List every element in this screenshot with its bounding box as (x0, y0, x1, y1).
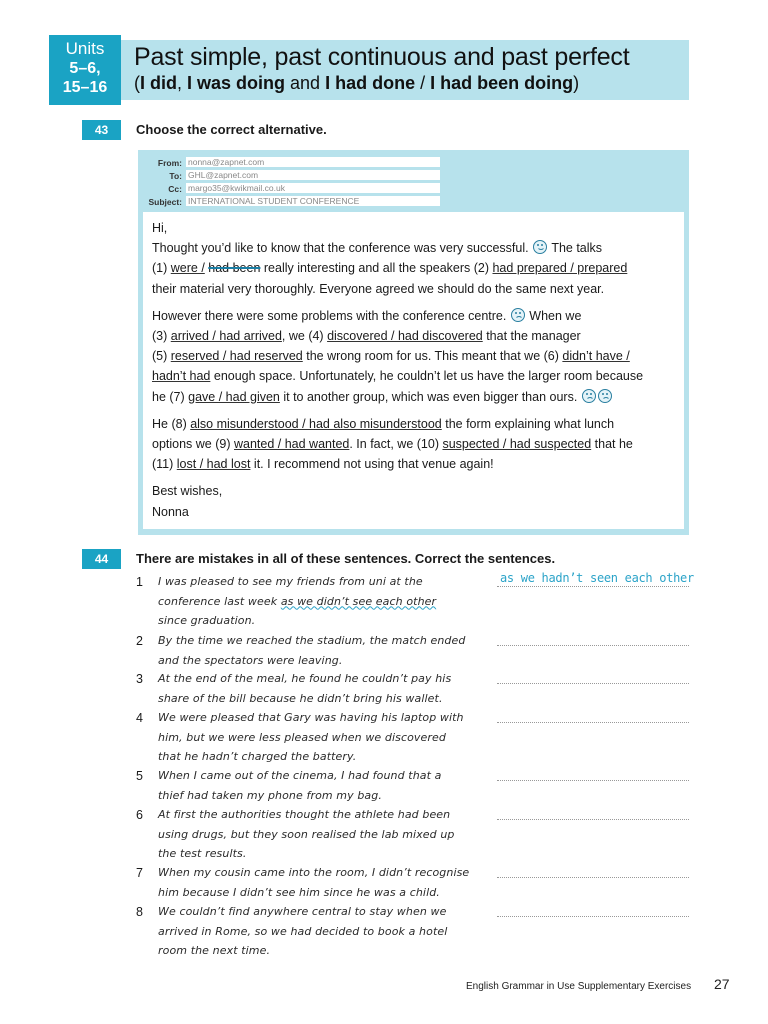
subtitle-form-2: I was doing (187, 73, 286, 93)
example-answer: as we hadn’t seen each other (500, 571, 694, 585)
option-5: reserved / had reserved (170, 349, 303, 364)
sentence-line: room the next time. (158, 944, 271, 957)
subtitle-open: ( (134, 73, 140, 93)
page-title: Past simple, past continuous and past perfect (134, 43, 630, 71)
sentence-line: I was pleased to see my friends from uni at the (158, 575, 423, 588)
units-line1: 5–6, (69, 60, 101, 77)
email-text-run: their material very thoroughly. Everyone agreed we should do the same next year. (152, 281, 605, 296)
sentence-line: When I came out of the cinema, I had found that a (158, 769, 442, 782)
sentence-6-text (158, 805, 478, 864)
exercise-44-number: 44 (82, 549, 121, 569)
option-1a: were / (170, 261, 205, 276)
sentence-line: that he hadn’t charged the battery. (158, 750, 357, 763)
email-from-label: From: (157, 158, 182, 168)
email-text-run: He (8) (152, 416, 191, 431)
email-paragraph (152, 414, 682, 475)
option-4: discovered / had discovered (327, 329, 483, 344)
exercise-44-instruction: There are mistakes in all of these sentences. Correct the sentences. (136, 551, 556, 566)
email-text-run: it to another group, which was even bigger than ours. (279, 389, 578, 404)
email-text-run: options we (9) (152, 437, 234, 452)
sentence-line: We couldn’t find anywhere central to stay when we (158, 905, 447, 918)
sentence-number: 5 (136, 769, 143, 783)
answer-line-2[interactable] (497, 631, 689, 646)
option-6a: didn’t have / (562, 349, 630, 364)
email-to-label: To: (169, 171, 182, 181)
email-signature: Nonna (152, 504, 189, 519)
sentence-number: 4 (136, 711, 143, 725)
sentence-line: conference last week (158, 594, 281, 608)
sentence-line: thief had taken my phone from my bag. (158, 788, 382, 802)
answer-line-6[interactable] (497, 805, 689, 820)
email-closing: Best wishes, (152, 484, 223, 499)
smiley-sad-icon (598, 389, 612, 403)
email-signoff (152, 481, 682, 521)
sentence-number: 7 (136, 866, 143, 880)
email-paragraph (152, 218, 682, 299)
email-text-run: . In fact, we (10) (349, 437, 443, 452)
sentence-line: him, but we were less pleased when we discovered (158, 730, 446, 744)
answer-line-5[interactable] (497, 766, 689, 781)
page-number: 27 (714, 976, 730, 992)
sentence-line: When my cousin came into the room, I didn’t recognise (158, 866, 470, 879)
smiley-happy-icon (533, 240, 547, 254)
subtitle-and: and (285, 73, 326, 93)
option-7: gave / had given (188, 389, 280, 404)
email-subject-label: Subject: (148, 197, 182, 207)
email-paragraph (152, 306, 682, 407)
email-cc-field: margo35@kwikmail.co.uk (186, 183, 440, 193)
units-line2: 15–16 (62, 79, 108, 96)
sentence-7-text (158, 863, 478, 902)
email-text (152, 218, 682, 529)
answer-line-4[interactable] (497, 708, 689, 723)
units-label: Units (65, 39, 105, 58)
page-subtitle (134, 73, 579, 94)
exercise-43-number: 43 (82, 120, 121, 140)
sentence-line: At first the authorities thought the athlete had been (158, 808, 451, 821)
subtitle-slash: / (415, 73, 431, 93)
error-underline: as we didn’t see each other (280, 594, 437, 608)
sentence-number: 3 (136, 672, 143, 686)
email-text-run: the wrong room for us. This meant that we (6) (302, 349, 563, 364)
sentence-line: since graduation. (158, 614, 256, 627)
answer-line-1[interactable] (497, 572, 689, 587)
subtitle-form-3: I had done (325, 73, 416, 93)
unit-badge (49, 35, 121, 105)
subtitle-sep: , (177, 73, 188, 93)
option-9: wanted / had wanted (233, 437, 350, 452)
email-text-run: it. I recommend not using that venue again! (250, 457, 494, 472)
sentence-line: him because I didn’t see him since he was a child. (158, 885, 440, 899)
email-text-run: really interesting and all the speakers (2) (260, 261, 493, 276)
option-1b-crossed: had been (208, 261, 261, 276)
smiley-sad-icon (582, 389, 596, 403)
email-text-run: , we (4) (281, 329, 328, 344)
email-text-run: enough space. Unfortunately, he couldn’t let us have the larger room because (210, 369, 644, 384)
sentence-number: 1 (136, 575, 143, 589)
option-10: suspected / had suspected (442, 437, 592, 452)
email-text-run: the form explaining what lunch (441, 416, 615, 431)
option-6b: hadn’t had (152, 369, 211, 384)
option-8: also misunderstood / had also misunderstood (190, 416, 442, 431)
email-cc-label: Cc: (168, 184, 182, 194)
email-text-run: When we (525, 308, 582, 323)
sentence-line: using drugs, but they soon realised the lab mixed up (158, 827, 455, 841)
sentence-line: the test results. (158, 847, 247, 860)
email-text-run: (5) (152, 349, 171, 364)
sentence-line: arrived in Rome, so we had decided to book a hotel (158, 924, 448, 938)
sentence-line: At the end of the meal, he found he couldn’t pay his (158, 672, 452, 685)
sentence-2-text (158, 631, 478, 670)
sentence-number: 2 (136, 634, 143, 648)
sentence-line: and the spectators were leaving. (158, 653, 343, 667)
exercise-43-instruction: Choose the correct alternative. (136, 122, 327, 137)
email-subject-field: INTERNATIONAL STUDENT CONFERENCE (186, 196, 440, 206)
email-body (143, 212, 684, 529)
email-greeting: Hi, (152, 221, 168, 235)
email-window (138, 150, 689, 535)
email-text-run: Thought you’d like to know that the conference was very successful. (152, 241, 529, 256)
email-text-run: he (7) (152, 389, 189, 404)
email-text-run: that the manager (482, 329, 581, 344)
sentence-number: 8 (136, 905, 143, 919)
email-from-field: nonna@zapnet.com (186, 157, 440, 167)
email-text-run: (11) (152, 457, 177, 472)
email-to-field: GHL@zapnet.com (186, 170, 440, 180)
sentence-line: We were pleased that Gary was having his laptop with (158, 711, 464, 724)
sentence-5-text (158, 766, 478, 805)
option-2: had prepared / prepared (492, 261, 628, 276)
option-3: arrived / had arrived (170, 329, 282, 344)
answer-line-7[interactable] (497, 863, 689, 878)
email-text-run: (1) (152, 261, 171, 276)
smiley-sad-icon (511, 308, 525, 322)
subtitle-form-1: I did (140, 73, 177, 93)
email-text-run: However there were some problems with the conference centre. (152, 308, 507, 323)
answer-line-8[interactable] (497, 902, 689, 917)
title-band (121, 40, 689, 100)
answer-line-3[interactable] (497, 669, 689, 684)
sentence-line: share of the bill because he didn’t bring his wallet. (158, 691, 443, 705)
email-text-run: (3) (152, 329, 171, 344)
footer-book-title: English Grammar in Use Supplementary Exercises (466, 981, 692, 992)
email-text-run: The talks (548, 241, 603, 256)
sentence-number: 6 (136, 808, 143, 822)
sentence-3-text (158, 669, 478, 708)
sentence-line: By the time we reached the stadium, the match ended (158, 634, 466, 647)
option-11: lost / had lost (176, 457, 251, 472)
sentence-1-text (158, 572, 478, 631)
sentence-8-text (158, 902, 478, 961)
sentence-4-text (158, 708, 478, 767)
email-text-run: that he (591, 437, 633, 452)
subtitle-close: ) (573, 73, 580, 93)
subtitle-form-4: I had been doing (430, 73, 574, 93)
